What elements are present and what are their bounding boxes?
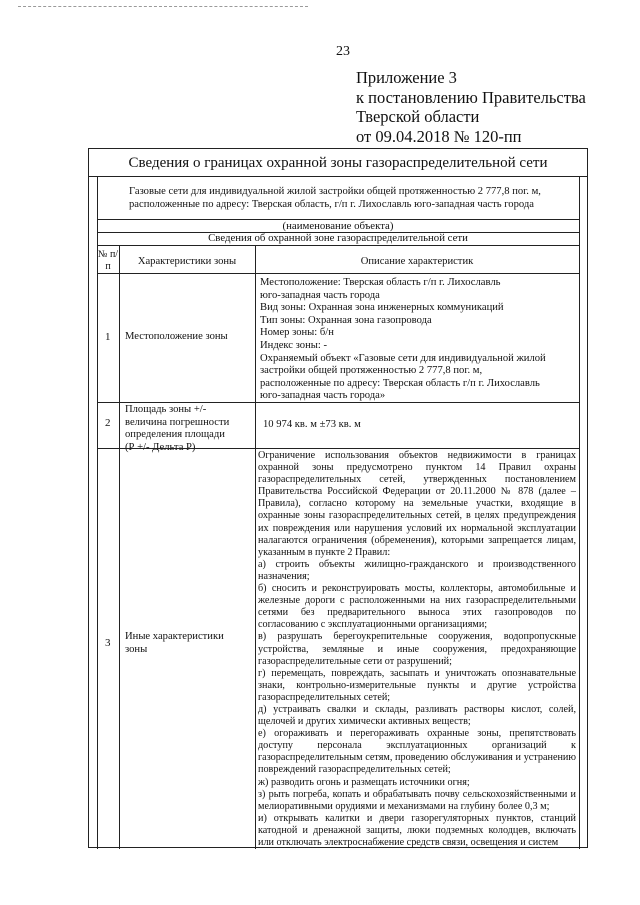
characteristic-line: Площадь зоны +/- bbox=[125, 404, 207, 415]
table-divider bbox=[97, 402, 579, 403]
column-divider bbox=[119, 245, 120, 849]
description-paragraph: ж) разводить огонь и размещать источники огня; bbox=[258, 776, 470, 788]
description-line: Охраняемый объект «Газовые сети для индивидуальной жилой bbox=[260, 352, 546, 364]
column-header-num: № п/п bbox=[97, 249, 119, 272]
table-divider bbox=[89, 176, 587, 177]
appendix-line: от 09.04.2018 № 120-пп bbox=[356, 126, 522, 146]
description-paragraph: г) перемещать, повреждать, засыпать и уничтожать опознавательные знаки, контрольно-измерительные пункты и другие устройства газораспределительных сетей; bbox=[258, 667, 576, 703]
row-number: 3 bbox=[105, 637, 111, 649]
characteristic-line: Местоположение зоны bbox=[125, 331, 228, 342]
object-caption: (наименование объекта) bbox=[282, 220, 394, 232]
appendix-line: Тверской области bbox=[356, 107, 480, 126]
scan-edge-mark bbox=[18, 6, 308, 9]
description-paragraph: е) огораживать и перегораживать охранные зоны, препятствовать доступу персонала эксплуатационных организаций к газораспределительным сетям, проведению обслуживания и устранению повреждений газораспределительных сетей; bbox=[258, 728, 576, 776]
description-line: 10 974 кв. м ±73 кв. м bbox=[263, 419, 361, 430]
description-line: расположенные по адресу: Тверская область г/п г. Лихославль bbox=[260, 377, 540, 389]
table-divider bbox=[97, 273, 579, 274]
object-line: Газовые сети для индивидуальной жилой застройки общей протяженностью 2 777,8 пог. м, bbox=[129, 186, 541, 197]
description-line: Местоположение: Тверская область г/п г. Лихославль bbox=[260, 277, 501, 288]
characteristic-line: (Р +/- Дельта Р) bbox=[125, 441, 196, 453]
table-title: Сведения о границах охранной зоны газораспределительной сети bbox=[128, 155, 548, 171]
row-characteristic bbox=[125, 331, 228, 344]
description-paragraph: д) устраивать свалки и склады, разливать растворы кислот, солей, щелочей и других химически активных веществ; bbox=[258, 703, 576, 728]
column-divider bbox=[255, 245, 256, 849]
characteristic-line: Иные характеристики bbox=[125, 631, 224, 642]
row-characteristic bbox=[125, 631, 224, 656]
description-line: застройки общей протяженностью 2 777,8 пог. м, bbox=[260, 365, 483, 377]
description-line: Тип зоны: Охранная зона газопровода bbox=[260, 314, 432, 326]
description-line: юго-западная часть города» bbox=[260, 390, 386, 402]
row-description bbox=[258, 450, 576, 849]
row-characteristic bbox=[125, 404, 229, 454]
description-paragraph: а) строить объекты жилищно-гражданского и производственного назначения; bbox=[258, 558, 576, 582]
description-line: Номер зоны: б/н bbox=[260, 327, 334, 339]
characteristic-line: зоны bbox=[125, 643, 148, 655]
description-paragraph: и) открывать калитки и двери газорегуляторных пунктов, станций катодной и дренажной защиты, люки подземных колодцев, включать или отключать электроснабжение средств связи, освещения и систем bbox=[258, 812, 576, 848]
inner-right-border bbox=[579, 176, 580, 849]
description-line: Вид зоны: Охранная зона инженерных коммуникаций bbox=[260, 302, 504, 314]
characteristic-line: определения площади bbox=[125, 429, 225, 441]
appendix-line: к постановлению Правительства bbox=[356, 87, 586, 107]
description-paragraph: б) сносить и реконструировать мосты, коллекторы, автомобильные и железные дороги с расположенными на них газораспределительными сетями без предварительного выноса этих газопроводов по согласованию с эксплуатационными организациями; bbox=[258, 583, 576, 631]
table-divider bbox=[97, 245, 579, 246]
description-paragraph: з) рыть погреба, копать и обрабатывать почву сельскохозяйственными и мелиоративными орудиями и механизмами на глубину более 0,3 м; bbox=[258, 788, 576, 812]
object-line: расположенные по адресу: Тверская область, г/п г. Лихославль юго-западная часть города bbox=[129, 199, 534, 210]
description-line: Индекс зоны: - bbox=[260, 339, 327, 351]
inner-left-border bbox=[97, 176, 98, 849]
zone-info-header: Сведения об охранной зоне газораспределительной сети bbox=[208, 232, 468, 244]
page-number: 23 bbox=[336, 44, 350, 59]
column-header-description: Описание характеристик bbox=[360, 256, 474, 267]
zone-table bbox=[88, 148, 588, 848]
appendix-line: Приложение 3 bbox=[356, 68, 457, 87]
appendix-block bbox=[356, 68, 586, 146]
characteristic-line: величина погрешности bbox=[125, 416, 230, 428]
description-paragraph: в) разрушать берегоукрепительные сооружения, водопропускные устройства, земляные и иные сооружения, предохраняющие газораспределительные сети от разрушений; bbox=[258, 631, 576, 667]
description-paragraph: Ограничение использования объектов недвижимости в границах охранной зоны предусмотрено пунктом 14 Правил охраны газораспределительных сетей, утвержденных постановлением Правительства Российской Федерации от 20.11.2000 № 878 (далее – Правила), согласно которому на земельные участки, входящие в охранные зоны газораспределительных сетей, в целях предупреждения их повреждения или нарушения условий их нормальной эксплуатации налагаются ограничения (обременения), которыми запрещается лицам, указанным в пункте 2 Правил: bbox=[258, 450, 576, 558]
column-header-characteristics: Характеристики зоны bbox=[137, 256, 237, 267]
row-description bbox=[260, 277, 546, 403]
row-description bbox=[263, 419, 361, 432]
row-number: 2 bbox=[105, 417, 111, 429]
row-number: 1 bbox=[105, 331, 111, 343]
description-line: юго-западная часть города bbox=[260, 289, 380, 301]
table-divider bbox=[97, 448, 579, 449]
object-description bbox=[129, 185, 577, 211]
